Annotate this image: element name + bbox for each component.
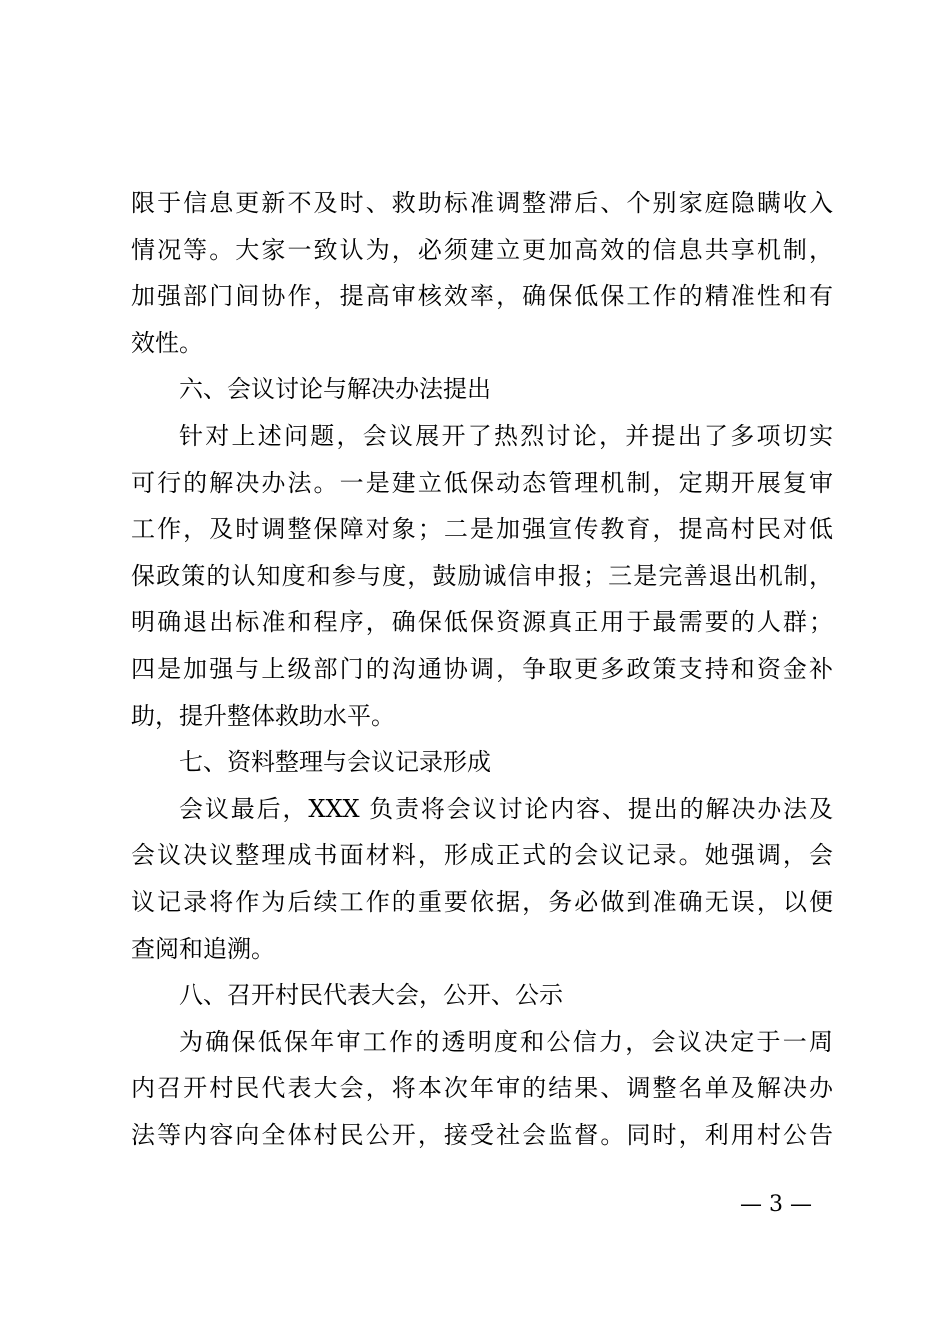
paragraph-line: 保政策的认知度和参与度，鼓励诚信申报；三是完善退出机制， <box>131 561 833 590</box>
paragraph-line: 针对上述问题，会议展开了热烈讨论，并提出了多项切实 <box>179 421 833 450</box>
paragraph-line: 明确退出标准和程序，确保低保资源真正用于最需要的人群； <box>131 608 833 637</box>
section-heading-8: 八、召开村民代表大会，公开、公示 <box>179 981 563 1010</box>
paragraph-line: 内召开村民代表大会，将本次年审的结果、调整名单及解决办 <box>131 1074 833 1103</box>
section-heading-6: 六、会议讨论与解决办法提出 <box>179 375 491 404</box>
paragraph-line: 可行的解决办法。一是建立低保动态管理机制，定期开展复审 <box>131 468 833 497</box>
paragraph-line: 限于信息更新不及时、救助标准调整滞后、个别家庭隐瞒收入 <box>131 189 833 217</box>
paragraph-line: 加强部门间协作，提高审核效率，确保低保工作的精准性和有 <box>131 282 833 311</box>
paragraph-line: 四是加强与上级部门的沟通协调，争取更多政策支持和资金补 <box>131 654 833 683</box>
paragraph-line: 会议决议整理成书面材料，形成正式的会议记录。她强调，会 <box>131 841 833 870</box>
document-body <box>131 180 833 1158</box>
page-number: — 3 — <box>740 1192 812 1217</box>
paragraph-line: 助，提升整体救助水平。 <box>131 701 395 730</box>
section-heading-7: 七、资料整理与会议记录形成 <box>179 748 491 777</box>
paragraph-line: 会议最后，XXX 负责将会议讨论内容、提出的解决办法及 <box>179 794 833 823</box>
paragraph-line: 法等内容向全体村民公开，接受社会监督。同时，利用村公告 <box>131 1120 833 1149</box>
paragraph-line: 情况等。大家一致认为，必须建立更加高效的信息共享机制， <box>131 235 833 264</box>
paragraph-line: 为确保低保年审工作的透明度和公信力，会议决定于一周 <box>179 1027 833 1056</box>
paragraph-line: 效性。 <box>131 328 203 357</box>
paragraph-line: 查阅和追溯。 <box>131 934 275 963</box>
paragraph-line: 议记录将作为后续工作的重要依据，务必做到准确无误，以便 <box>131 887 833 916</box>
paragraph-line: 工作，及时调整保障对象；二是加强宣传教育，提高村民对低 <box>131 515 833 544</box>
